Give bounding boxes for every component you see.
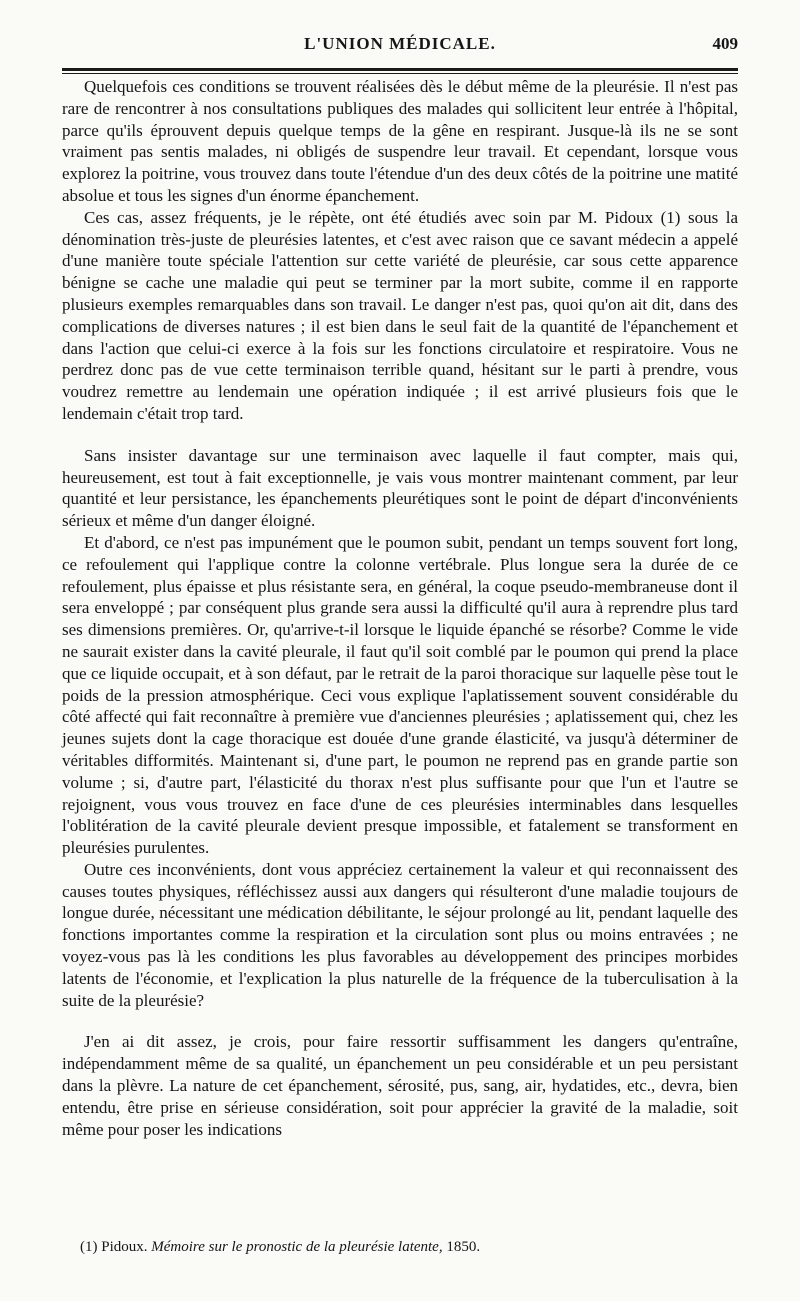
footnote-author: Pidoux.: [101, 1239, 148, 1255]
footnote-year: 1850.: [446, 1239, 481, 1255]
body-text: [62, 76, 738, 1140]
paragraph: Quelquefois ces conditions se trouvent réalisées dès le début même de la pleurésie. Il n'est pas rare de rencontrer à nos consultations publiques des malades qui sollicitent leur entrée à l'hôpital, parce qu'ils éprouvent depuis quelque temps de la gêne en respirant. Jusque-là ils ne se sont vraiment pas sentis malades, ni obligés de suspendre leur travail. Et cependant, lorsque vous explorez la poitrine, vous trouvez dans toute l'étendue d'un des deux côtés de la poitrine une matité absolue et tous les signes d'un énorme épanchement.: [62, 77, 738, 205]
footnote: [80, 1239, 720, 1256]
header-rule-thin: [62, 73, 738, 74]
running-title: L'UNION MÉDICALE.: [304, 34, 496, 53]
header-rule: [62, 68, 738, 71]
footnote-title: Mémoire sur le pronostic de la pleurésie latente,: [151, 1239, 443, 1255]
page-number: 409: [712, 34, 738, 53]
paragraph: Ces cas, assez fréquents, je le répète, ont été étudiés avec soin par M. Pidoux (1) sous la dénomination très-juste de pleurésies latentes, et c'est avec raison que ce savant médecin a appelé d'une manière toute spéciale l'attention sur cette variété de pleurésie, car sous cette apparence bénigne se cache une maladie qui peut se terminer par la mort subite, comme il en rapporte plusieurs exemples remarquables dans son travail. Le danger n'est pas, quoi qu'on ait dit, dans des complications de diverses natures ; il est bien dans le seul fait de la quantité de l'épanchement et dans l'action que celui-ci exerce à la fois sur les fonctions circulatoire et respiratoire. Vous ne perdrez donc pas de vue cette terminaison terrible quand, hésitant sur le parti à prendre, vous voudrez remettre au lendemain une opération indiquée ; il est arrivé plusieurs fois que le lendemain c'était trop tard.: [62, 207, 738, 423]
paragraph: Sans insister davantage sur une terminaison avec laquelle il faut compter, mais qui, heureusement, est tout à fait exceptionnelle, je vais vous montrer maintenant comment, par leur quantité et leur persistance, les épanchements pleurétiques sont le point de départ d'inconvénients sérieux et même d'un danger éloigné.: [62, 445, 738, 531]
paragraph: Outre ces inconvénients, dont vous appréciez certainement la valeur et qui reconnaissent des causes toutes physiques, réfléchissez aussi aux dangers qui résulteront d'une maladie toujours de longue durée, nécessitant une médication débilitante, le séjour prolongé au lit, pendant laquelle des fonctions importantes comme la respiration et la circulation sont plus ou moins entravées ; ne voyez-vous pas là les conditions les plus favorables au développement des principes morbides latents de l'économie, et l'explication la plus naturelle de la fréquence de la tuberculisation à la suite de la pleurésie?: [62, 859, 738, 1010]
page-header: [62, 34, 738, 64]
footnote-marker: (1): [80, 1239, 98, 1255]
paragraph: Et d'abord, ce n'est pas impunément que le poumon subit, pendant un temps souvent fort long, ce refoulement qui l'applique contre la colonne vertébrale. Plus longue sera la durée de ce refoulement, plus épaisse et plus résistante sera, en général, la coque pseudo-membraneuse dont il sera enveloppé ; par conséquent plus grande sera aussi la difficulté qu'il aura à reprendre plus tard ses dimensions premières. Or, qu'arrive-t-il lorsque le liquide épanché se résorbe? Comme le vide ne saurait exister dans la cavité pleurale, il faut qu'il soit comblé par le poumon qui prend la place que ce liquide occupait, et à son défaut, par le retrait de la paroi thoracique sur laquelle pèse tout le poids de la pression atmosphérique. Ceci vous explique l'aplatissement souvent considérable du côté affecté qui fait reconnaître à première vue d'anciennes pleurésies ; aplatissement qui, chez les jeunes sujets dont la cage thoracique est douée d'une grande élasticité, va jusqu'à déterminer de véritables difformités. Maintenant si, d'une part, le poumon ne reprend pas en grande partie son volume ; si, d'autre part, l'élasticité du thorax n'est plus suffisante pour que l'un et l'autre se rejoignent, vous vous trouvez en face d'une de ces pleurésies interminables dans lesquelles l'oblitération de la cavité pleurale devient presque impossible, et fatalement se transforment en pleurésies purulentes.: [62, 532, 738, 858]
paragraph: J'en ai dit assez, je crois, pour faire ressortir suffisamment les dangers qu'entraîne, indépendamment même de sa qualité, un épanchement un peu considérable et un peu persistant dans la plèvre. La nature de cet épanchement, sérosité, pus, sang, air, hydatides, etc., devra, bien entendu, être prise en sérieuse considération, soit pour apprécier la gravité de la maladie, soit même pour poser les indications: [62, 1032, 738, 1139]
